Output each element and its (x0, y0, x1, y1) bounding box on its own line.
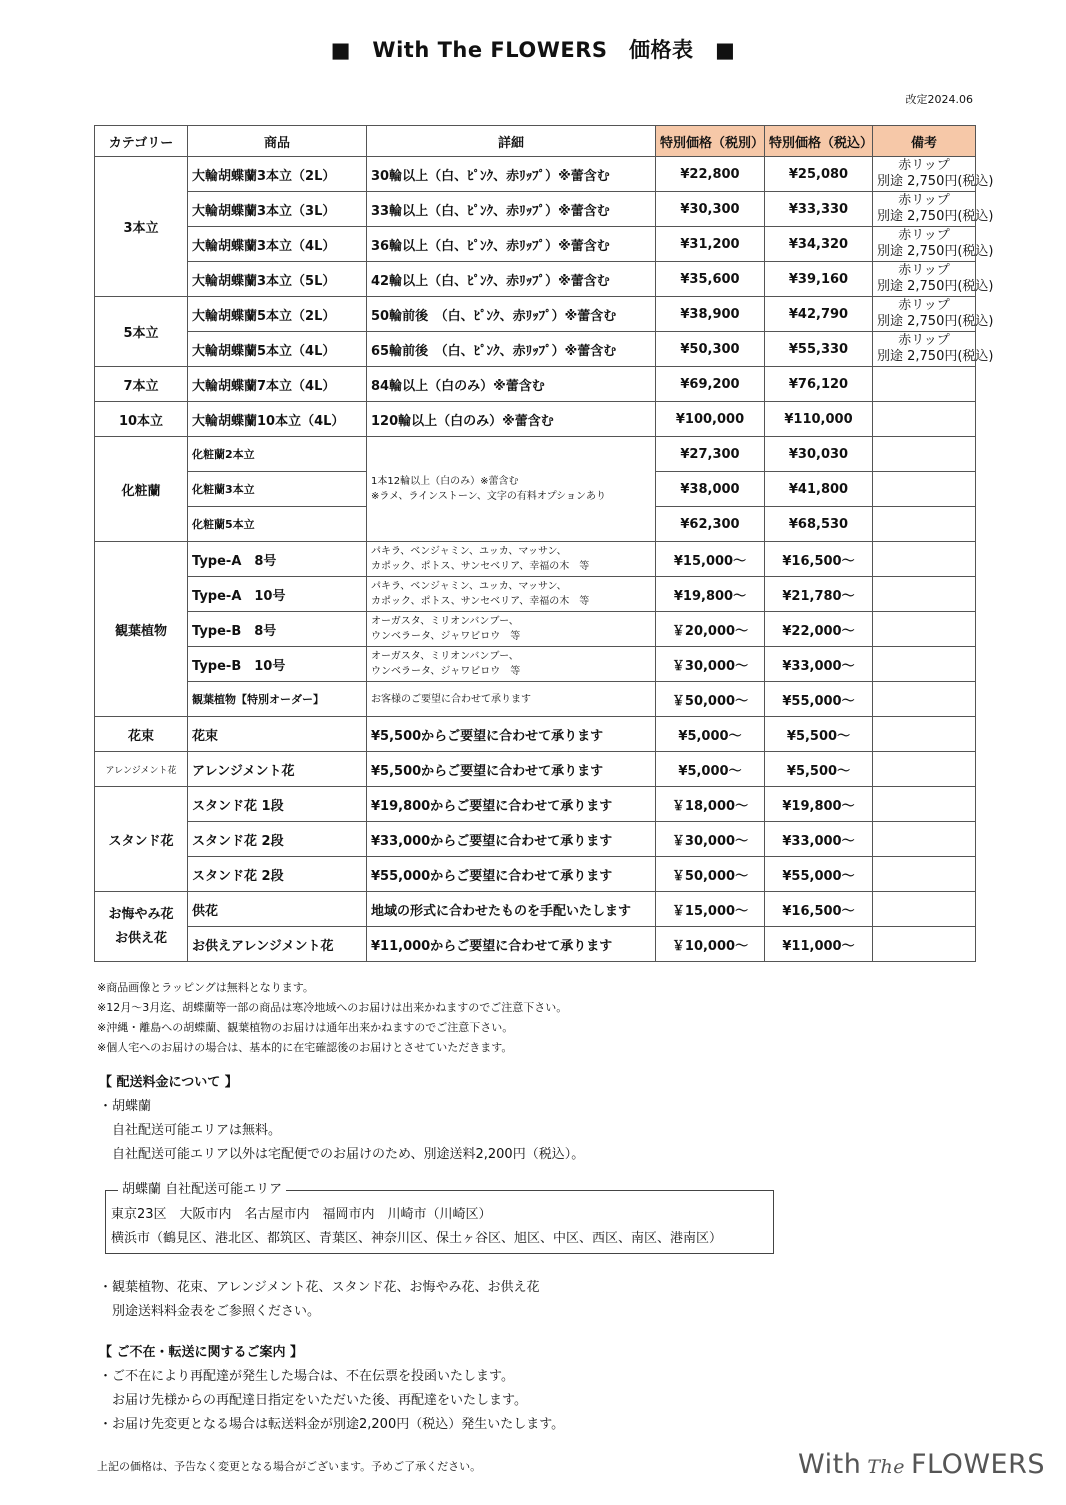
price-inc-cell: ¥19,800～ (765, 787, 873, 822)
category-cell: 5本立 (95, 297, 188, 367)
note-fee: 別途 2,750円(税込) (877, 314, 994, 329)
note-label: 赤リップ (898, 333, 950, 348)
product-cell: 大輪胡蝶蘭3本立（5L） (188, 262, 367, 297)
shipping-other (99, 1276, 539, 1324)
category-cell: 3本立 (95, 157, 188, 297)
detail-cell: ¥11,000からご要望に合わせて承ります (367, 927, 656, 962)
note-cell (873, 892, 976, 927)
detail-line: ウンベラータ、ジャワビロウ 等 (371, 631, 521, 642)
price-inc-cell: ¥11,000～ (765, 927, 873, 962)
detail-cell: ¥19,800からご要望に合わせて承ります (367, 787, 656, 822)
note-cell (873, 262, 994, 297)
header-price-inc: 特別価格（税込） (765, 126, 873, 157)
shipping-item: ・胡蝶蘭 (99, 1099, 152, 1114)
table-header-row (95, 126, 976, 157)
note-cell (873, 297, 994, 332)
absence-line: ・ご不在により再配達が発生した場合は、不在伝票を投函いたします。 (99, 1369, 514, 1384)
header-category: カテゴリー (95, 126, 188, 157)
category-cell: 化粧蘭 (95, 437, 188, 542)
detail-cell: 65輪前後 （白、ﾋﾟﾝｸ、赤ﾘｯﾌﾟ）※蕾含む (367, 332, 656, 367)
table-row (95, 892, 976, 927)
price-inc-cell: ¥55,000～ (765, 682, 873, 717)
price-inc-cell: ¥33,000～ (765, 647, 873, 682)
price-inc-cell: ¥39,160 (765, 262, 873, 297)
product-cell: 花束 (188, 717, 367, 752)
absence-heading: 【 ご不在・転送に関するご案内 】 (99, 1345, 304, 1360)
product-cell: 大輪胡蝶蘭3本立（4L） (188, 227, 367, 262)
product-cell: Type-A 8号 (188, 542, 367, 577)
table-row (95, 822, 976, 857)
product-cell: 供花 (188, 892, 367, 927)
logo-the: The (867, 1456, 905, 1478)
note-label: 赤リップ (898, 263, 950, 278)
detail-cell: ¥33,000からご要望に合わせて承ります (367, 822, 656, 857)
category-line: お悔やみ花 (108, 906, 174, 922)
price-ex-cell: ￥50,000～ (656, 857, 765, 892)
note-fee: 別途 2,750円(税込) (877, 279, 994, 294)
detail-cell: 120輪以上（白のみ）※蕾含む (367, 402, 656, 437)
price-ex-cell: ¥5,000～ (656, 717, 765, 752)
price-ex-cell: ￥20,000～ (656, 612, 765, 647)
price-inc-cell: ¥25,080 (765, 157, 873, 192)
detail-line: カポック、ポトス、サンセベリア、幸福の木 等 (371, 561, 590, 572)
header-price-ex: 特別価格（税別） (656, 126, 765, 157)
price-ex-cell: ¥31,200 (656, 227, 765, 262)
detail-cell (367, 647, 656, 682)
price-inc-cell: ¥22,000～ (765, 612, 873, 647)
product-cell: 大輪胡蝶蘭5本立（2L） (188, 297, 367, 332)
absence-section (99, 1341, 564, 1437)
note-line: ※12月～3月迄、胡蝶蘭等一部の商品は寒冷地域へのお届けは出来かねますのでご注意下さい。 (97, 1001, 568, 1014)
detail-cell (367, 612, 656, 647)
table-row (95, 717, 976, 752)
note-label: 赤リップ (898, 158, 950, 173)
table-row (95, 297, 976, 332)
price-ex-cell: ¥15,000～ (656, 542, 765, 577)
price-table (94, 125, 994, 962)
product-cell: Type-B 10号 (188, 647, 367, 682)
detail-line: パキラ、ベンジャミン、ユッカ、マッサン、 (371, 546, 567, 557)
price-inc-cell: ¥55,000～ (765, 857, 873, 892)
detail-cell: 36輪以上（白、ﾋﾟﾝｸ、赤ﾘｯﾌﾟ）※蕾含む (367, 227, 656, 262)
note-cell (873, 542, 976, 577)
note-cell (873, 927, 976, 962)
table-row (95, 787, 976, 822)
price-ex-cell: ¥62,300 (656, 507, 765, 542)
note-cell (873, 647, 976, 682)
shipping-section (99, 1071, 584, 1167)
product-cell: 化粧蘭2本立 (188, 437, 367, 472)
table-row (95, 682, 976, 717)
shipping-line: 別途送料料金表をご参照ください。 (112, 1304, 321, 1319)
shipping-line: 自社配送可能エリア以外は宅配便でのお届けのため、別途送料2,200円（税込）。 (112, 1147, 585, 1162)
category-line: お供え花 (114, 930, 167, 946)
detail-cell: ¥5,500からご要望に合わせて承ります (367, 752, 656, 787)
note-cell (873, 612, 976, 647)
note-cell (873, 367, 976, 402)
category-cell: 花束 (95, 717, 188, 752)
shipping-item: ・観葉植物、花束、アレンジメント花、スタンド花、お悔やみ花、お供え花 (99, 1280, 540, 1295)
detail-cell: 33輪以上（白、ﾋﾟﾝｸ、赤ﾘｯﾌﾟ）※蕾含む (367, 192, 656, 227)
price-inc-cell: ¥21,780～ (765, 577, 873, 612)
category-cell (95, 892, 188, 962)
detail-line: オーガスタ、ミリオンバンブー、 (371, 616, 519, 627)
detail-line: パキラ、ベンジャミン、ユッカ、マッサン、 (371, 581, 567, 592)
price-ex-cell: ¥19,800～ (656, 577, 765, 612)
note-cell (873, 437, 976, 472)
price-ex-cell: ¥69,200 (656, 367, 765, 402)
table-row (95, 612, 976, 647)
note-line: ※個人宅へのお届けの場合は、基本的に在宅確認後のお届けとさせていただきます。 (97, 1041, 513, 1054)
price-ex-cell: ¥22,800 (656, 157, 765, 192)
page-title: ■ With The FLOWERS 価格表 ■ (330, 38, 736, 62)
shipping-heading: 【 配送料金について 】 (99, 1075, 238, 1090)
product-cell: 大輪胡蝶蘭5本立（4L） (188, 332, 367, 367)
category-cell: アレンジメント花 (95, 752, 188, 787)
price-ex-cell: ¥30,300 (656, 192, 765, 227)
product-cell: 観葉植物【特別オーダー】 (188, 682, 367, 717)
price-ex-cell: ¥38,000 (656, 472, 765, 507)
category-cell: 7本立 (95, 367, 188, 402)
price-ex-cell: ￥18,000～ (656, 787, 765, 822)
note-cell (873, 472, 976, 507)
table-row (95, 402, 976, 437)
price-ex-cell: ￥30,000～ (656, 822, 765, 857)
product-cell: スタンド花 1段 (188, 787, 367, 822)
logo-with: With (798, 1449, 862, 1480)
absence-line: ・お届け先変更となる場合は転送料金が別途2,200円（税込）発生いたします。 (99, 1417, 565, 1432)
logo-flowers: FLOWERS (910, 1449, 1045, 1480)
price-inc-cell: ¥33,000～ (765, 822, 873, 857)
note-cell (873, 192, 994, 227)
price-inc-cell: ¥5,500～ (765, 717, 873, 752)
header-note: 備考 (873, 126, 976, 157)
price-ex-cell: ￥15,000～ (656, 892, 765, 927)
product-cell: アレンジメント花 (188, 752, 367, 787)
detail-cell: 50輪前後 （白、ﾋﾟﾝｸ、赤ﾘｯﾌﾟ）※蕾含む (367, 297, 656, 332)
product-cell: 化粧蘭5本立 (188, 507, 367, 542)
price-inc-cell: ¥34,320 (765, 227, 873, 262)
category-cell: 観葉植物 (95, 542, 188, 717)
category-cell: 10本立 (95, 402, 188, 437)
note-cell (873, 787, 976, 822)
header-product: 商品 (188, 126, 367, 157)
price-ex-cell: ¥50,300 (656, 332, 765, 367)
detail-cell: 84輪以上（白のみ）※蕾含む (367, 367, 656, 402)
note-cell (873, 227, 994, 262)
note-fee: 別途 2,750円(税込) (877, 174, 994, 189)
table-row (95, 367, 976, 402)
product-cell: スタンド花 2段 (188, 857, 367, 892)
product-cell: 大輪胡蝶蘭3本立（3L） (188, 192, 367, 227)
table-row (95, 752, 976, 787)
price-ex-cell: ¥100,000 (656, 402, 765, 437)
price-ex-cell: ￥50,000～ (656, 682, 765, 717)
price-inc-cell: ¥16,500～ (765, 542, 873, 577)
table-row (95, 192, 976, 227)
note-cell (873, 682, 976, 717)
product-cell: Type-A 10号 (188, 577, 367, 612)
product-cell: スタンド花 2段 (188, 822, 367, 857)
shipping-line: 自社配送可能エリアは無料。 (112, 1123, 282, 1138)
note-fee: 別途 2,750円(税込) (877, 349, 994, 364)
category-cell: スタンド花 (95, 787, 188, 892)
detail-cell: ¥5,500からご要望に合わせて承ります (367, 717, 656, 752)
detail-cell: 30輪以上（白、ﾋﾟﾝｸ、赤ﾘｯﾌﾟ）※蕾含む (367, 157, 656, 192)
note-cell (873, 577, 976, 612)
note-cell (873, 402, 976, 437)
price-inc-cell: ¥5,500～ (765, 752, 873, 787)
delivery-area-box (105, 1182, 774, 1254)
detail-cell: 42輪以上（白、ﾋﾟﾝｸ、赤ﾘｯﾌﾟ）※蕾含む (367, 262, 656, 297)
price-ex-cell: ¥38,900 (656, 297, 765, 332)
product-cell: Type-B 8号 (188, 612, 367, 647)
price-inc-cell: ¥55,330 (765, 332, 873, 367)
price-inc-cell: ¥33,330 (765, 192, 873, 227)
detail-cell: 地域の形式に合わせたものを手配いたします (367, 892, 656, 927)
revision-date: 改定2024.06 (905, 93, 973, 106)
detail-cell (367, 437, 656, 542)
detail-line: ウンベラータ、ジャワビロウ 等 (371, 666, 521, 677)
note-cell (873, 752, 976, 787)
detail-cell: ¥55,000からご要望に合わせて承ります (367, 857, 656, 892)
detail-line: オーガスタ、ミリオンバンブー、 (371, 651, 519, 662)
header-detail: 詳細 (367, 126, 656, 157)
note-cell (873, 332, 994, 367)
price-inc-cell: ¥76,120 (765, 367, 873, 402)
price-ex-cell: ¥5,000～ (656, 752, 765, 787)
notes-list (97, 978, 567, 1058)
product-cell: 化粧蘭3本立 (188, 472, 367, 507)
table-row (95, 577, 976, 612)
price-ex-cell: ￥10,000～ (656, 927, 765, 962)
note-cell (873, 717, 976, 752)
price-inc-cell: ¥110,000 (765, 402, 873, 437)
note-fee: 別途 2,750円(税込) (877, 244, 994, 259)
table-row (95, 927, 976, 962)
price-inc-cell: ¥42,790 (765, 297, 873, 332)
note-label: 赤リップ (898, 298, 950, 313)
absence-line: お届け先様からの再配達日指定をいただいた後、再配達をいたします。 (112, 1393, 527, 1408)
table-row (95, 262, 976, 297)
price-ex-cell: ¥27,300 (656, 437, 765, 472)
price-ex-cell: ¥35,600 (656, 262, 765, 297)
note-cell (873, 857, 976, 892)
note-cell (873, 157, 994, 192)
table-row (95, 227, 976, 262)
price-inc-cell: ¥68,530 (765, 507, 873, 542)
table-row (95, 437, 976, 472)
note-fee: 別途 2,750円(税込) (877, 209, 994, 224)
price-inc-cell: ¥30,030 (765, 437, 873, 472)
detail-line: 1本12輪以上（白のみ）※蕾含む (371, 476, 519, 487)
note-cell (873, 822, 976, 857)
table-row (95, 332, 976, 367)
note-line: ※沖縄・離島への胡蝶蘭、観葉植物のお届けは通年出来かねますのでご注意下さい。 (97, 1021, 514, 1034)
product-cell: お供えアレンジメント花 (188, 927, 367, 962)
table-row (95, 857, 976, 892)
note-label: 赤リップ (898, 193, 950, 208)
detail-cell: お客様のご要望に合わせて承ります (367, 682, 656, 717)
delivery-area-caption: 胡蝶蘭 自社配送可能エリア (118, 1180, 286, 1200)
detail-cell (367, 577, 656, 612)
price-inc-cell: ¥16,500～ (765, 892, 873, 927)
footer-disclaimer: 上記の価格は、予告なく変更となる場合がございます。予めご了承ください。 (97, 1460, 482, 1473)
table-row (95, 157, 976, 192)
product-cell: 大輪胡蝶蘭3本立（2L） (188, 157, 367, 192)
delivery-area-line: 横浜市（鶴見区、港北区、都筑区、青葉区、神奈川区、保土ヶ谷区、旭区、中区、西区、南区、港南区） (111, 1231, 723, 1246)
product-cell: 大輪胡蝶蘭10本立（4L） (188, 402, 367, 437)
brand-logo (798, 1449, 1045, 1480)
delivery-area-line: 東京23区 大阪市内 名古屋市内 福岡市内 川崎市（川崎区） (111, 1207, 492, 1222)
table-row (95, 647, 976, 682)
price-inc-cell: ¥41,800 (765, 472, 873, 507)
detail-line: カポック、ポトス、サンセベリア、幸福の木 等 (371, 596, 590, 607)
price-ex-cell: ￥30,000～ (656, 647, 765, 682)
table-row (95, 542, 976, 577)
note-cell (873, 507, 976, 542)
product-cell: 大輪胡蝶蘭7本立（4L） (188, 367, 367, 402)
note-line: ※商品画像とラッピングは無料となります。 (97, 981, 314, 994)
detail-line: ※ラメ、ラインストーン、文字の有料オプションあり (371, 491, 606, 502)
note-label: 赤リップ (898, 228, 950, 243)
detail-cell (367, 542, 656, 577)
